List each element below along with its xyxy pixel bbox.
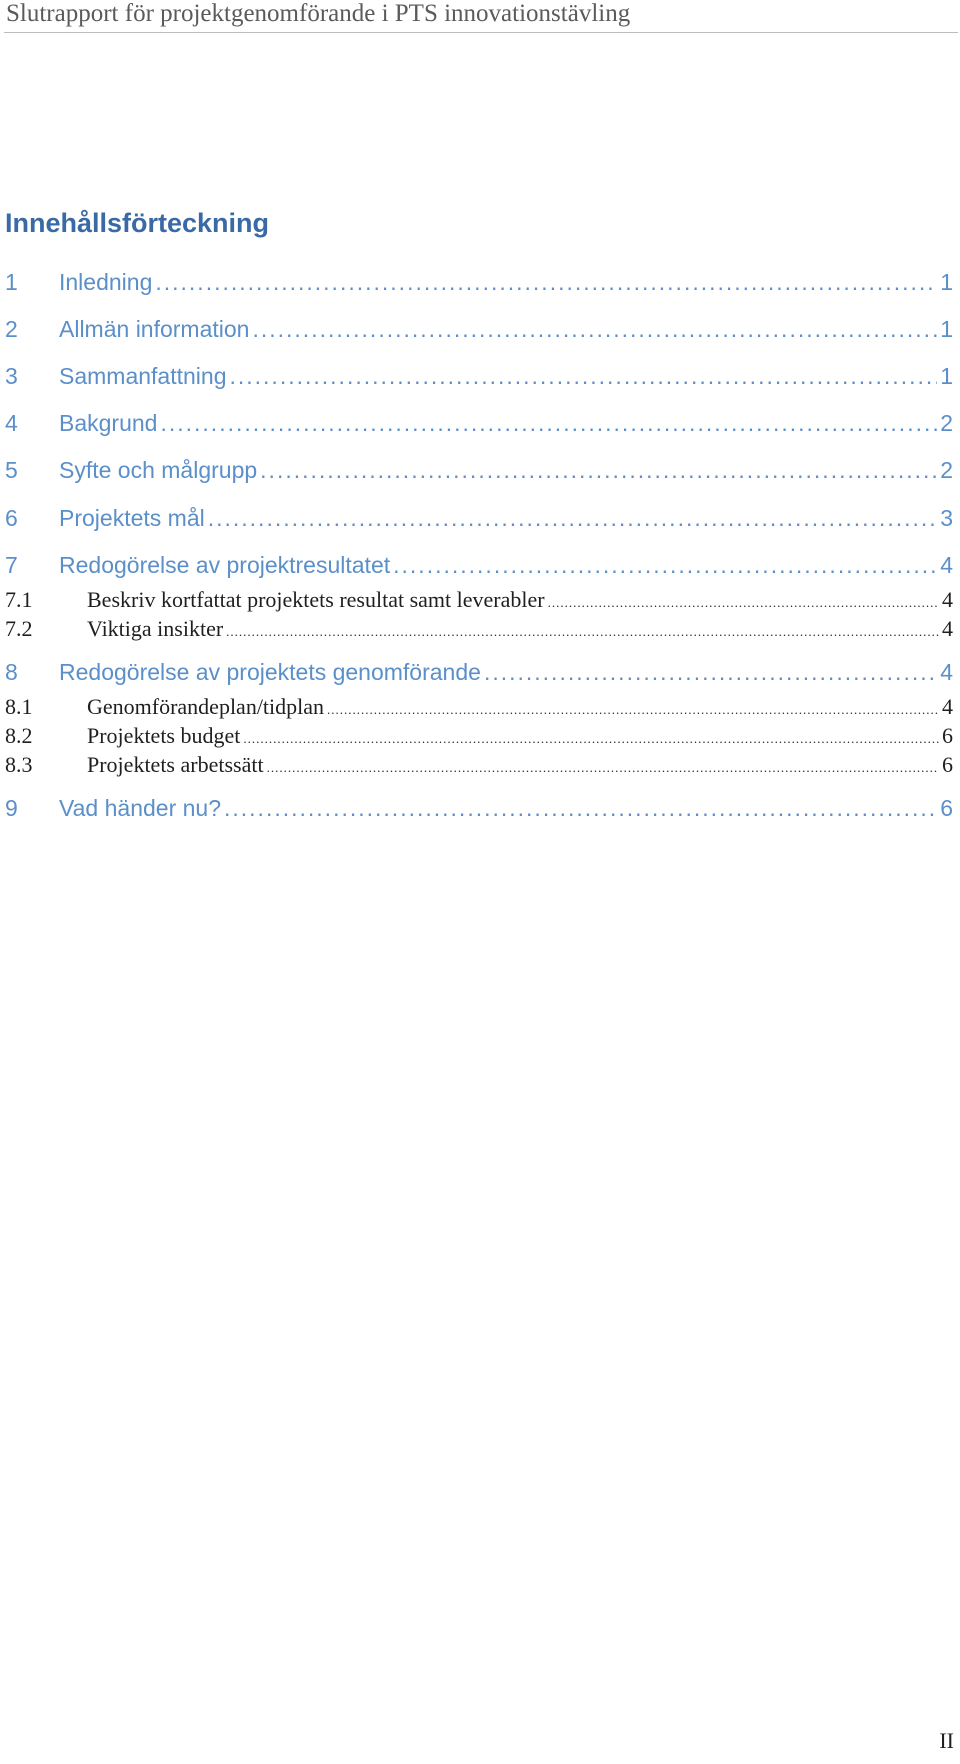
toc-entry-7-2[interactable] — [5, 616, 953, 642]
toc-entry-title: Projektets budget — [87, 723, 241, 748]
toc-entry-title: Redogörelse av projektets genomförande — [59, 659, 481, 685]
toc-entry-number: 8.3 — [5, 752, 33, 777]
toc-entry-number: 9 — [5, 795, 18, 821]
toc-entry-page: 6 — [942, 723, 953, 748]
toc-entry-2[interactable] — [5, 316, 953, 343]
toc-entry-title: Redogörelse av projektresultatet — [59, 552, 391, 578]
toc-entry-1[interactable] — [5, 269, 953, 296]
dot-leader — [548, 587, 939, 613]
toc-entry-page: 1 — [940, 363, 953, 389]
toc-entry-8-2[interactable] — [5, 723, 953, 749]
toc-entry-page: 4 — [942, 616, 953, 641]
toc-entry-number: 6 — [5, 505, 18, 531]
toc-entry-8[interactable] — [5, 659, 953, 686]
toc-entry-number: 1 — [5, 269, 18, 295]
toc-entry-page: 4 — [942, 587, 953, 612]
toc-entry-title: Bakgrund — [59, 410, 158, 436]
toc-entry-title: Viktiga insikter — [87, 616, 224, 641]
toc-entry-3[interactable] — [5, 363, 953, 390]
toc-entry-9[interactable] — [5, 795, 953, 822]
dot-leader — [484, 659, 937, 686]
toc-entry-title: Projektets arbetssätt — [87, 752, 264, 777]
toc-entry-title: Inledning — [59, 269, 153, 295]
page-number: II — [939, 1728, 954, 1753]
toc-entry-title: Projektets mål — [59, 505, 205, 531]
toc-entry-page: 2 — [940, 410, 953, 436]
running-header — [4, 0, 958, 33]
toc-entry-number: 8.2 — [5, 723, 33, 748]
toc-entry-7[interactable] — [5, 552, 953, 579]
toc-entry-page: 6 — [942, 752, 953, 777]
dot-leader — [224, 795, 937, 822]
toc-entry-number: 7 — [5, 552, 18, 578]
toc-entry-page: 1 — [940, 269, 953, 295]
dot-leader — [252, 316, 937, 343]
toc-entry-title: Vad händer nu? — [59, 795, 221, 821]
toc-entry-page: 1 — [940, 316, 953, 342]
toc-entry-title: Allmän information — [59, 316, 250, 342]
dot-leader — [267, 752, 939, 778]
toc-entry-number: 7.2 — [5, 616, 33, 641]
toc-entry-title: Syfte och målgrupp — [59, 457, 258, 483]
toc-entry-page: 4 — [940, 552, 953, 578]
toc-entry-number: 2 — [5, 316, 18, 342]
toc-entry-title: Beskriv kortfattat projektets resultat samt leverabler — [87, 587, 545, 612]
toc-entry-page: 6 — [940, 795, 953, 821]
toc-entry-number: 4 — [5, 410, 18, 436]
toc-entry-number: 8 — [5, 659, 18, 685]
running-header-title: Slutrapport för projektgenomförande i PTS innovationstävling — [6, 0, 631, 27]
toc-entry-title: Sammanfattning — [59, 363, 227, 389]
dot-leader — [226, 616, 939, 642]
toc-entry-page: 3 — [940, 505, 953, 531]
dot-leader — [155, 269, 937, 296]
toc-entry-8-1[interactable] — [5, 694, 953, 720]
toc-entry-page: 4 — [942, 694, 953, 719]
dot-leader — [260, 457, 937, 484]
toc-entry-number: 7.1 — [5, 587, 33, 612]
dot-leader — [393, 552, 937, 579]
toc-entry-6[interactable] — [5, 505, 953, 532]
dot-leader — [160, 410, 937, 437]
toc-entry-5[interactable] — [5, 457, 953, 484]
toc-heading: Innehållsförteckning — [5, 208, 270, 238]
toc-entry-number: 3 — [5, 363, 18, 389]
toc-entry-page: 2 — [940, 457, 953, 483]
dot-leader — [327, 694, 939, 720]
dot-leader — [208, 505, 937, 532]
toc-entry-title: Genomförandeplan/tidplan — [87, 694, 325, 719]
toc-entry-number: 8.1 — [5, 694, 33, 719]
toc-entry-page: 4 — [940, 659, 953, 685]
toc-entry-8-3[interactable] — [5, 752, 953, 778]
toc-entry-7-1[interactable] — [5, 587, 953, 613]
toc-entry-number: 5 — [5, 457, 18, 483]
dot-leader — [243, 723, 939, 749]
toc-entry-4[interactable] — [5, 410, 953, 437]
dot-leader — [229, 363, 937, 390]
